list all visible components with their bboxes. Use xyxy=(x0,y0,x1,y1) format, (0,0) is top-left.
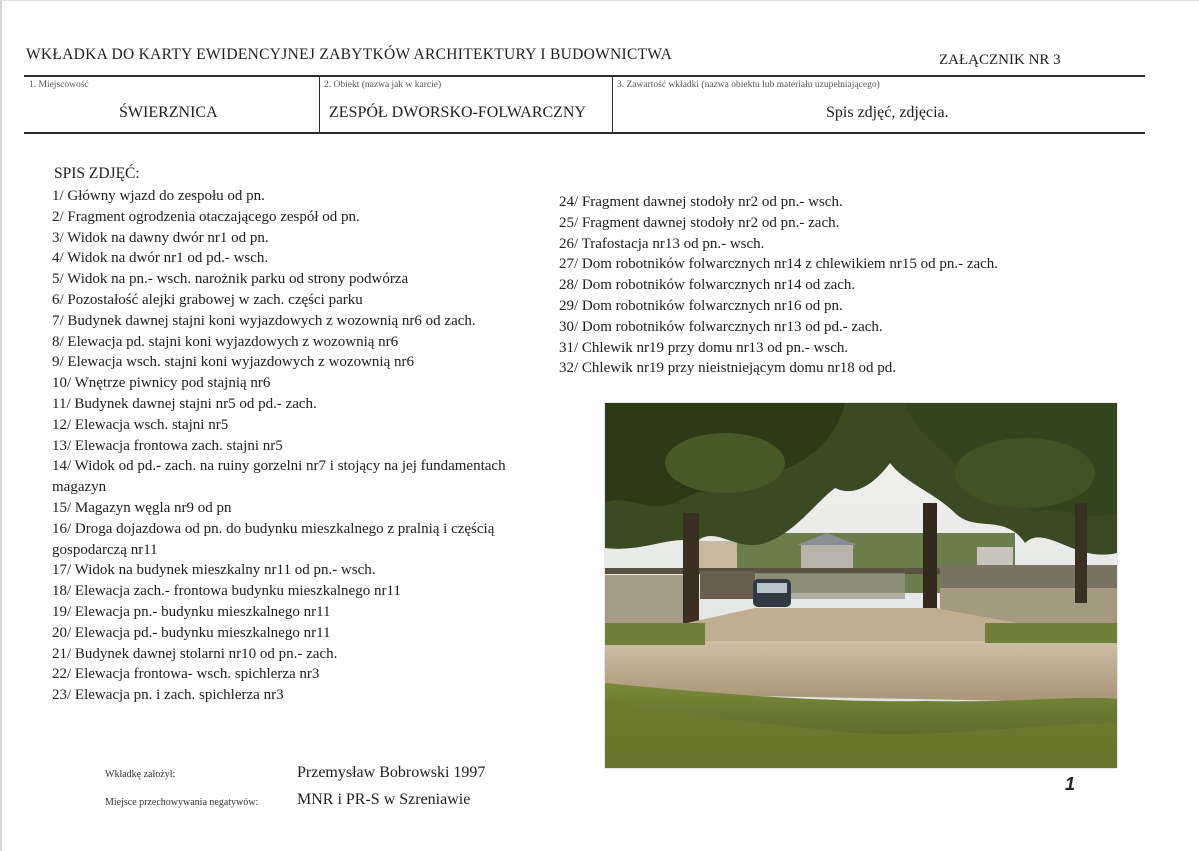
list-item: 28/ Dom robotników folwarcznych nr14 od zach. xyxy=(559,277,856,294)
list-item: 18/ Elewacja zach.- frontowa budynku mieszkalnego nr11 xyxy=(52,583,401,600)
contents-value: Spis zdjęć, zdjęcia. xyxy=(826,104,949,121)
list-item: 24/ Fragment dawnej stodoły nr2 od pn.- wsch. xyxy=(559,194,843,210)
list-item: 5/ Widok na pn.- wsch. narożnik parku od strony podwórza xyxy=(52,271,409,288)
list-item: 23/ Elewacja pn. i zach. spichlerza nr3 xyxy=(52,687,284,704)
list-item: 10/ Wnętrze piwnicy pod stajnią nr6 xyxy=(52,375,271,392)
list-item: 26/ Trafostacja nr13 od pn.- wsch. xyxy=(559,235,765,252)
photo-list-left xyxy=(52,186,522,706)
list-item: 3/ Widok na dawny dwór nr1 od pn. xyxy=(52,229,269,246)
list-item: 20/ Elewacja pd.- budynku mieszkalnego nr11 xyxy=(52,624,331,641)
header-rule-top xyxy=(24,75,1145,77)
list-item: 21/ Budynek dawnej stolarni nr10 od pn.- zach. xyxy=(52,645,338,662)
list-item: 22/ Elewacja frontowa- wsch. spichlerza nr3 xyxy=(52,666,320,683)
list-item: 11/ Budynek dawnej stajni nr5 od pd.- zach. xyxy=(52,395,317,412)
list-item: 32/ Chlewik nr19 przy nieistniejącym domu nr18 od pd. xyxy=(559,360,897,377)
page-number: 1 xyxy=(1065,774,1076,794)
list-item: 19/ Elewacja pn.- budynku mieszkalnego nr11 xyxy=(52,603,331,620)
header-rule-bottom xyxy=(24,132,1145,134)
list-item: 4/ Widok na dwór nr1 od pd.- wsch. xyxy=(52,250,269,267)
list-item: 16/ Droga dojazdowa od pn. do budynku mieszkalnego z pralnią i częścią gospodarczą nr11 xyxy=(52,520,495,558)
photo-list-heading: SPIS ZDJĘĆ: xyxy=(54,165,140,182)
list-item: 30/ Dom robotników folwarcznych nr13 od pd.- zach. xyxy=(559,318,883,335)
contents-label: 3. Zawartość wkładki (nazwa obiektu lub materiału uzupełniającego) xyxy=(617,80,880,90)
field-divider-2 xyxy=(612,77,613,132)
object-value: ZESPÓŁ DWORSKO-FOLWARCZNY xyxy=(329,104,587,121)
list-item: 9/ Elewacja wsch. stajni koni wyjazdowych z wozownią nr6 xyxy=(52,354,414,371)
document-title: WKŁADKA DO KARTY EWIDENCYJNEJ ZABYTKÓW ARCHITEKTURY I BUDOWNICTWA xyxy=(26,46,673,63)
negatives-storage-value: MNR i PR-S w Szreniawie xyxy=(297,791,471,808)
author-label: Wkładkę założył: xyxy=(105,769,176,780)
list-item: 8/ Elewacja pd. stajni koni wyjazdowych z wozownią nr6 xyxy=(52,333,399,350)
list-item: 12/ Elewacja wsch. stajni nr5 xyxy=(52,416,229,433)
list-item: 6/ Pozostałość alejki grabowej w zach. części parku xyxy=(52,291,363,308)
list-item: 14/ Widok od pd.- zach. na ruiny gorzelni nr7 i stojący na jej fundamentach magazyn xyxy=(52,458,506,496)
list-item: 29/ Dom robotników folwarcznych nr16 od pn. xyxy=(559,297,843,314)
list-item: 2/ Fragment ogrodzenia otaczającego zespół od pn. xyxy=(52,208,360,225)
author-value: Przemysław Bobrowski 1997 xyxy=(297,764,486,781)
list-item: 1/ Główny wjazd do zespołu od pn. xyxy=(52,188,265,204)
locality-label: 1. Miejscowość xyxy=(29,80,89,90)
list-item: 15/ Magazyn węgla nr9 od pn xyxy=(52,499,232,516)
field-divider-1 xyxy=(319,77,320,132)
list-item: 25/ Fragment dawnej stodoły nr2 od pn.- zach. xyxy=(559,214,840,231)
object-label: 2. Obiekt (nazwa jak w karcie) xyxy=(324,80,442,90)
list-item: 27/ Dom robotników folwarcznych nr14 z chlewikiem nr15 od pn.- zach. xyxy=(559,256,999,273)
list-item: 17/ Widok na budynek mieszkalny nr11 od pn.- wsch. xyxy=(52,562,376,579)
photo-list-right xyxy=(559,192,998,379)
estate-entrance-photo xyxy=(605,403,1117,768)
list-item: 31/ Chlewik nr19 przy domu nr13 od pn.- wsch. xyxy=(559,339,849,356)
list-item: 13/ Elewacja frontowa zach. stajni nr5 xyxy=(52,437,283,454)
annex-number: ZAŁĄCZNIK NR 3 xyxy=(939,52,1061,68)
negatives-storage-label: Miejsce przechowywania negatywów: xyxy=(105,797,259,808)
locality-value: ŚWIERZNICA xyxy=(119,104,218,121)
list-item: 7/ Budynek dawnej stajni koni wyjazdowych z wozownią nr6 od zach. xyxy=(52,312,476,329)
